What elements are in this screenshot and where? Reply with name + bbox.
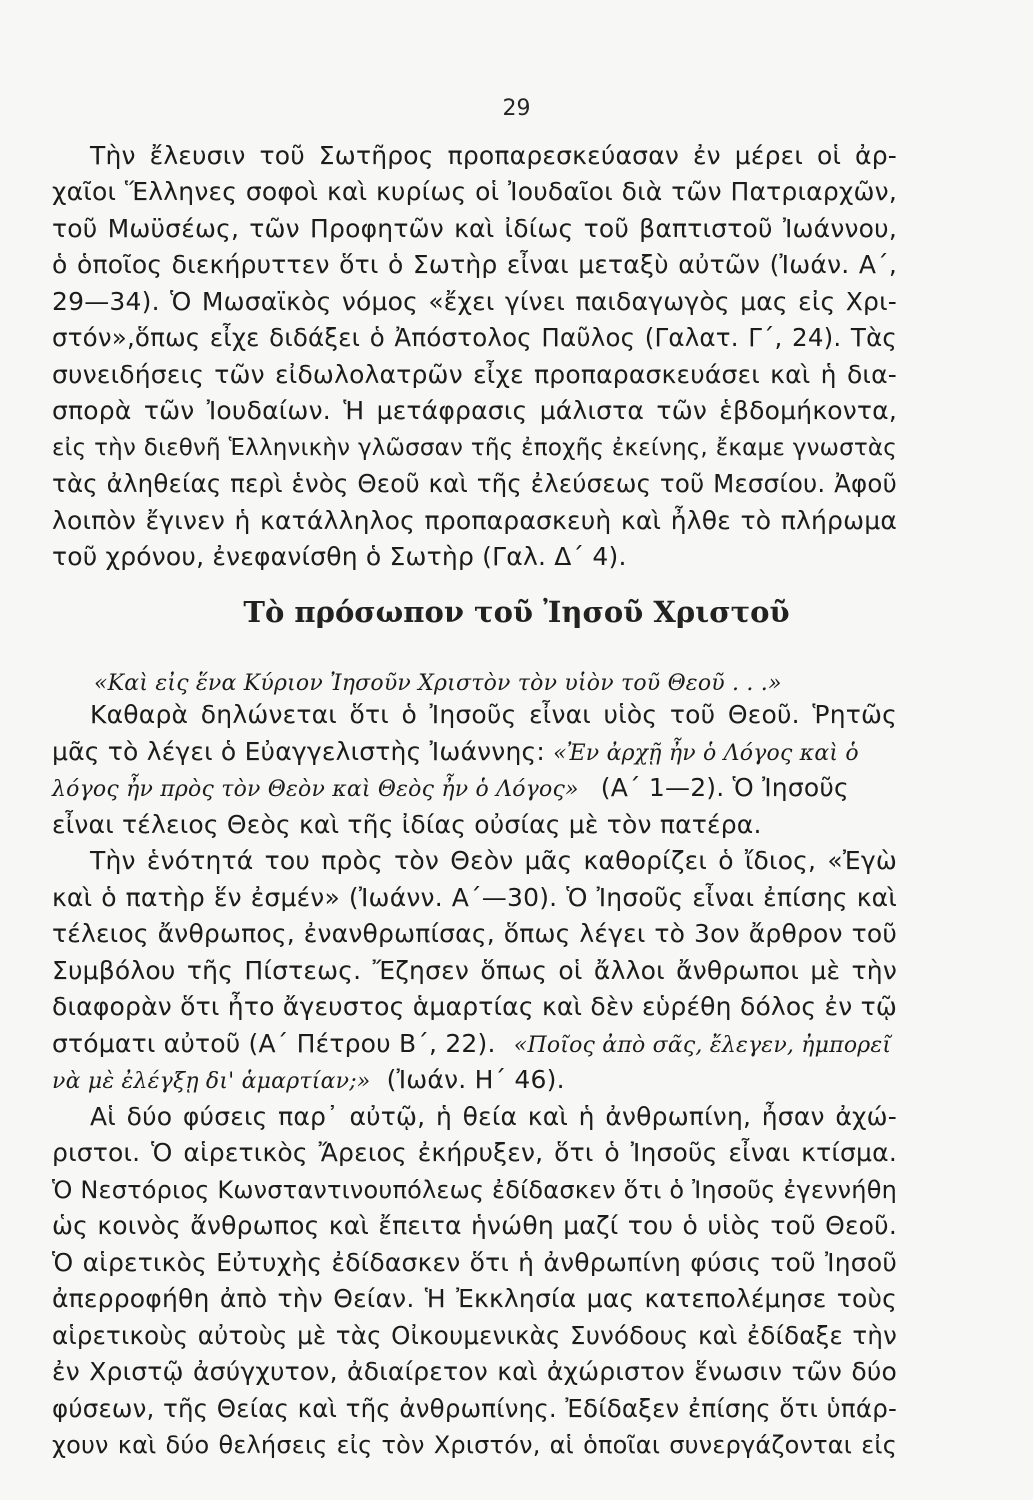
text-line: ἐν Χριστῷ ἀσύγχυτον, ἀδιαίρετον καὶ ἀχώριστον ἕνωσιν τῶν δύο: [52, 1357, 897, 1386]
section-heading: Τὸ πρόσωπον τοῦ Ἰησοῦ Χριστοῦ: [243, 595, 790, 629]
text-line: διαφορὰν ὅτι ἦτο ἄγευστος ἁμαρτίας καὶ δὲν εὑρέθη δόλος ἐν τῷ: [52, 992, 897, 1021]
text-line: [52, 770, 897, 808]
text-line: χαῖοι Ἕλληνες σοφοὶ καὶ κυρίως οἱ Ἰουδαῖοι διὰ τῶν Πατριαρχῶν,: [52, 177, 897, 206]
creed-quote: «Καὶ εἰς ἕνα Κύριον Ἰησοῦν Χριστὸν τὸν υἱὸν τοῦ Θεοῦ . . .»: [94, 671, 782, 696]
page-number: 29: [502, 96, 531, 121]
scripture-quote: «Ἐν ἀρχῇ ἦν ὁ Λόγος καὶ ὁ: [553, 741, 859, 766]
text-line: λοιπὸν ἔγινεν ἡ κατάλληλος προπαρασκευὴ καὶ ἦλθε τὸ πλήρωμα: [52, 506, 897, 535]
text-line: τοῦ Μωϋσέως, τῶν Προφητῶν καὶ ἰδίως τοῦ βαπτιστοῦ Ἰωάννου,: [52, 214, 897, 243]
text-line: [52, 1062, 897, 1100]
text-line: ὁ ὁποῖος διεκήρυττεν ὅτι ὁ Σωτὴρ εἶναι μεταξὺ αὐτῶν (Ἰωάν. Α΄,: [52, 250, 897, 279]
text-line: συνειδήσεις τῶν εἰδωλολατρῶν εἶχε προπαρασκευάσει καὶ ἡ δια-: [52, 360, 897, 389]
text-line: φύσεων, τῆς Θείας καὶ τῆς ἀνθρωπίνης. Ἐδίδαξεν ἐπίσης ὅτι ὑπάρ-: [52, 1394, 897, 1423]
text-segment: στόματι αὐτοῦ (Α΄ Πέτρου Β΄, 22).: [52, 1029, 496, 1058]
text-line: εἰς τὴν διεθνῆ Ἑλληνικὴν γλῶσσαν τῆς ἐποχῆς ἐκείνης, ἔκαμε γνωστὰς: [52, 435, 897, 461]
text-line: εἶναι τέλειος Θεὸς καὶ τῆς ἰδίας οὐσίας μὲ τὸν πατέρα.: [52, 810, 762, 839]
text-line: Συμβόλου τῆς Πίστεως. Ἔζησεν ὅπως οἱ ἄλλοι ἄνθρωποι μὲ τὴν: [52, 956, 897, 985]
text-segment: μᾶς τὸ λέγει ὁ Εὐαγγελιστὴς Ἰωάννης:: [52, 737, 546, 766]
text-line: ἀπερροφήθη ἀπὸ τὴν Θείαν. Ἡ Ἐκκλησία μας κατεπολέμησε τοὺς: [52, 1284, 897, 1313]
text-line: τέλειος ἄνθρωπος, ἐνανθρωπίσας, ὅπως λέγει τὸ 3ον ἄρθρον τοῦ: [52, 919, 897, 948]
text-line: [52, 734, 897, 772]
text-line: χουν καὶ δύο θελήσεις εἰς τὸν Χριστόν, αἱ ὁποῖαι συνεργάζονται εἰς: [52, 1431, 897, 1459]
text-line: τὰς ἀληθείας περὶ ἑνὸς Θεοῦ καὶ τῆς ἐλεύσεως τοῦ Μεσσίου. Ἀφοῦ: [52, 469, 897, 498]
text-line: καὶ ὁ πατὴρ ἕν ἐσμέν» (Ἰωάνν. Α΄—30). Ὁ Ἰησοῦς εἶναι ἐπίσης καὶ: [52, 883, 897, 912]
text-line: Τὴν ἔλευσιν τοῦ Σωτῆρος προπαρεσκεύασαν ἐν μέρει οἱ ἀρ-: [90, 141, 897, 170]
scripture-quote: λόγος ἦν πρὸς τὸν Θεὸν καὶ Θεὸς ἦν ὁ Λόγος»: [52, 777, 579, 802]
text-line: τοῦ χρόνου, ἐνεφανίσθη ὁ Σωτὴρ (Γαλ. Δ΄ 4).: [52, 542, 627, 571]
text-line: ὡς κοινὸς ἄνθρωπος καὶ ἔπειτα ἡνώθη μαζί του ὁ υἱὸς τοῦ Θεοῦ.: [52, 1211, 897, 1240]
scripture-quote: «Ποῖος ἀπὸ σᾶς, ἔλεγεν, ἠμπορεῖ: [513, 1033, 892, 1058]
text-line: 29—34). Ὁ Μωσαϊκὸς νόμος «ἔχει γίνει παιδαγωγὸς μας εἰς Χρι-: [52, 287, 897, 316]
text-line: σπορὰ τῶν Ἰουδαίων. Ἡ μετάφρασις μάλιστα τῶν ἑβδομήκοντα,: [52, 396, 897, 425]
text-line: Ὁ Νεστόριος Κωνσταντινουπόλεως ἐδίδασκεν ὅτι ὁ Ἰησοῦς ἐγεννήθη: [52, 1176, 897, 1204]
text-segment: (Α΄ 1—2). Ὁ Ἰησοῦς: [600, 773, 849, 802]
text-line: ριστοι. Ὁ αἱρετικὸς Ἄρειος ἐκήρυξεν, ὅτι ὁ Ἰησοῦς εἶναι κτίσμα.: [52, 1138, 897, 1167]
text-line: Αἱ δύο φύσεις παρ᾽ αὐτῷ, ἡ θεία καὶ ἡ ἀνθρωπίνη, ἦσαν ἀχώ-: [90, 1102, 897, 1131]
text-line: [52, 1026, 897, 1064]
text-line: Τὴν ἑνότητά του πρὸς τὸν Θεὸν μᾶς καθορίζει ὁ ἴδιος, «Ἐγὼ: [90, 846, 897, 875]
text-line: αἱρετικοὺς αὐτοὺς μὲ τὰς Οἰκουμενικὰς Συνόδους καὶ ἐδίδαξε τὴν: [52, 1321, 897, 1350]
text-segment: (Ἰωάν. Η΄ 46).: [386, 1065, 565, 1094]
text-line: στόν»,ὅπως εἶχε διδάξει ὁ Ἀπόστολος Παῦλος (Γαλατ. Γ΄, 24). Τὰς: [52, 323, 897, 352]
scripture-quote: νὰ μὲ ἐλέγξῃ δι' ἁμαρτίαν;»: [52, 1069, 371, 1094]
text-line: Καθαρὰ δηλώνεται ὅτι ὁ Ἰησοῦς εἶναι υἱὸς τοῦ Θεοῦ. Ῥητῶς: [90, 700, 897, 729]
text-line: Ὁ αἱρετικὸς Εὐτυχὴς ἐδίδασκεν ὅτι ἡ ἀνθρωπίνη φύσις τοῦ Ἰησοῦ: [52, 1248, 897, 1277]
